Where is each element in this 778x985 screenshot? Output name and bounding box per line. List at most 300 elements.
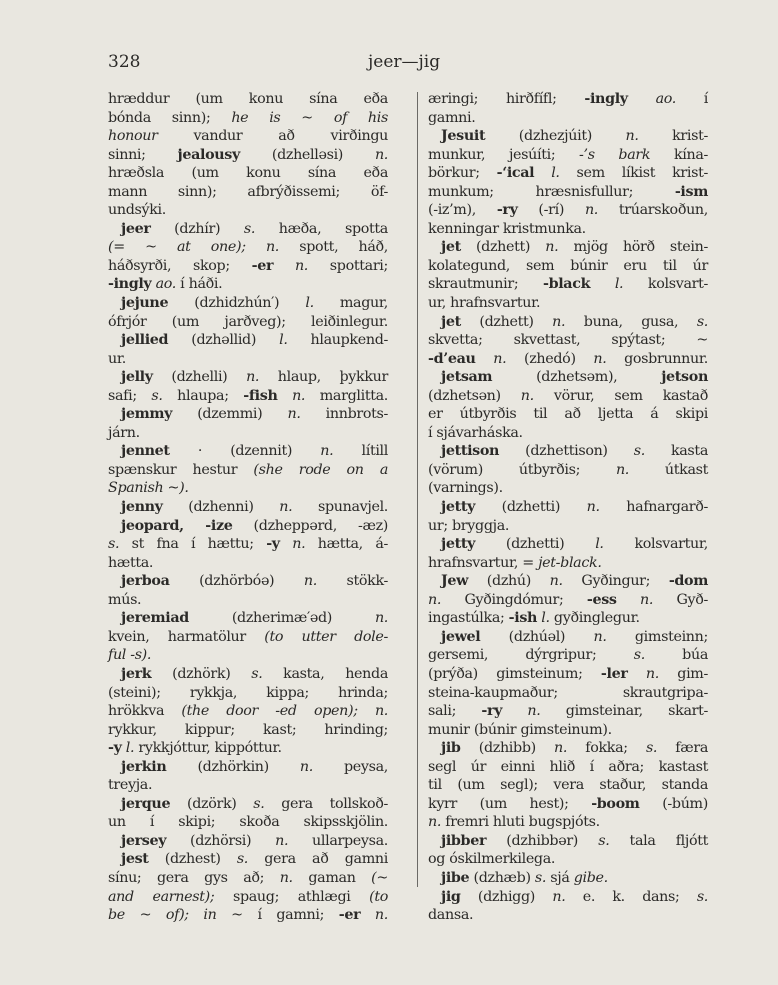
text-line	[108, 313, 388, 332]
definition-text: hætta.	[108, 554, 154, 571]
definition-text	[534, 165, 551, 181]
text-line	[428, 758, 708, 777]
text-line	[108, 906, 388, 925]
text-line	[108, 183, 388, 202]
headword: -fish	[243, 387, 278, 404]
definition-text: treyja.	[108, 777, 153, 794]
text-line	[108, 609, 388, 628]
text-line	[428, 90, 708, 109]
definition-text: sjá	[546, 869, 574, 886]
definition-text: (dzhæb)	[469, 869, 535, 886]
italic-text: n.	[545, 239, 559, 256]
definition-text: gimsteinar, skart-	[540, 703, 708, 720]
definition-text: undsýki.	[108, 202, 166, 219]
definition-text: (dzheppərd, -æz)	[232, 517, 388, 534]
headword: -y	[266, 536, 280, 553]
text-line	[428, 517, 708, 536]
definition-text: útkast	[629, 461, 708, 478]
text-line	[108, 387, 388, 406]
definition-text: (dzhetsən)	[428, 387, 521, 404]
column-divider	[417, 92, 418, 887]
text-line	[428, 906, 708, 925]
headword: jettison	[441, 443, 500, 460]
text-line	[108, 109, 388, 128]
headword: jealousy	[177, 146, 240, 163]
definition-text: stökk-	[316, 573, 388, 590]
definition-text: börkur;	[428, 165, 497, 182]
definition-text: (dzhezjúit)	[485, 128, 626, 145]
text-line	[428, 739, 708, 758]
definition-text: (dzhigg)	[460, 888, 553, 905]
definition-text: (dzhəllid)	[168, 332, 280, 349]
text-line	[428, 183, 708, 202]
text-line	[108, 646, 388, 665]
definition-text: Gyðingur;	[562, 573, 669, 590]
headword: jejune	[121, 295, 169, 312]
definition-text	[278, 388, 293, 404]
text-line	[108, 572, 388, 591]
italic-text: ful -s).	[108, 647, 152, 664]
italic-text: n.	[593, 350, 607, 367]
definition-text: gim-	[658, 665, 708, 682]
definition-text: kasta, henda	[262, 665, 388, 682]
definition-text: í	[675, 91, 708, 107]
definition-text: í háði.	[175, 276, 223, 293]
italic-text: s.	[633, 647, 645, 664]
text-line	[108, 331, 388, 350]
text-line	[428, 684, 708, 703]
definition-text: (dzhett)	[460, 313, 553, 330]
definition-text: (steini); rykkja, kippa; hrinda;	[108, 684, 388, 701]
definition-text: hafnargarð-	[599, 499, 708, 516]
definition-text: vandur að virðingu	[157, 128, 388, 145]
definition-text	[617, 592, 640, 608]
definition-text: sali;	[428, 703, 482, 720]
definition-text: munkur, jesúíti;	[428, 146, 580, 163]
definition-text: lítill	[333, 443, 389, 460]
definition-text: skvetta; skvettast, spýtast;	[428, 332, 697, 349]
headword: jeer	[121, 220, 151, 237]
definition-text: gera að gamni	[248, 851, 388, 868]
definition-text: (dzhír)	[150, 220, 244, 237]
text-line	[108, 238, 388, 257]
text-line	[108, 535, 388, 554]
definition-text: hrökkva	[108, 703, 182, 720]
text-line	[108, 368, 388, 387]
definition-text: (dzhú)	[468, 573, 550, 590]
headword: Jesuit	[441, 128, 486, 145]
headword: jeremiad	[121, 610, 189, 627]
definition-text: hrafnsvartur, =	[428, 554, 539, 571]
italic-text: n.	[554, 740, 568, 757]
headword: -ry	[496, 202, 518, 219]
definition-text: spottari;	[308, 257, 388, 274]
definition-text: spott, háð,	[279, 239, 388, 256]
italic-text: s.	[253, 795, 265, 812]
italic-text: n.	[287, 406, 301, 423]
page-header	[108, 52, 448, 76]
headword: jet	[441, 313, 461, 330]
text-line	[108, 869, 388, 888]
italic-text: s.	[108, 536, 120, 553]
headword: jibber	[441, 832, 487, 849]
definition-text: (dzhörsi)	[166, 832, 276, 849]
definition-text: hæða, spotta	[255, 220, 388, 237]
headword: jerkin	[121, 758, 167, 775]
italic-text: n.	[294, 257, 308, 274]
italic-text: s.	[696, 313, 708, 330]
definition-text: (zhedó)	[506, 350, 594, 367]
text-line	[428, 591, 708, 610]
definition-text: (dzhetsəm),	[492, 369, 662, 386]
text-line	[108, 776, 388, 795]
definition-text: æringi; hirðfífl;	[428, 91, 585, 107]
definition-text: kína-	[650, 146, 709, 163]
italic-text: l.	[125, 740, 135, 757]
definition-text: mann sinn); afbrýðissemi; öf-	[108, 183, 388, 200]
headword: jig	[441, 888, 461, 905]
definition-text: ullarpeysa.	[288, 832, 388, 849]
definition-text: (dzhibb)	[460, 740, 555, 757]
definition-text: (dzhörk)	[151, 665, 252, 682]
text-line	[428, 665, 708, 684]
text-line	[108, 702, 388, 721]
definition-text	[628, 91, 656, 107]
italic-text: and earnest);	[108, 888, 215, 905]
italic-text: n.	[374, 610, 388, 627]
definition-text: kyrr (um hest);	[428, 795, 592, 812]
text-line	[108, 479, 388, 498]
definition-text: í gamni;	[242, 907, 339, 924]
text-line	[428, 888, 708, 907]
italic-text: n.	[292, 536, 306, 553]
headword: -er	[251, 257, 274, 274]
definition-text: spaug; athlægi	[214, 888, 370, 905]
text-line	[108, 888, 388, 907]
italic-text: n.	[303, 573, 317, 590]
text-line	[108, 220, 388, 239]
headword: jewel	[441, 628, 481, 645]
definition-text: (dzhett)	[460, 239, 546, 256]
italic-text: (to utter dole-	[264, 628, 388, 645]
definition-text: sinni;	[108, 146, 178, 163]
text-line	[428, 257, 708, 276]
definition-text: járn.	[108, 424, 140, 441]
text-line	[428, 572, 708, 591]
text-line	[428, 461, 708, 480]
text-line	[108, 517, 388, 536]
definition-text: gyðinglegur.	[549, 610, 640, 627]
definition-text: (dzhidzhún′)	[168, 295, 306, 312]
text-line	[428, 164, 708, 183]
definition-text: (dzherimæ′əd)	[188, 610, 375, 627]
definition-text: er útbyrðis til að ljetta á skipi	[428, 406, 708, 423]
italic-text: n.	[292, 387, 306, 404]
headword: -er	[338, 907, 361, 924]
italic-text: n.	[374, 907, 388, 924]
definition-text: fokka;	[567, 740, 646, 757]
text-line	[428, 313, 708, 332]
headword: -ingly	[108, 276, 152, 293]
text-line	[108, 721, 388, 740]
definition-text: hætta, á-	[305, 536, 388, 553]
headword: jerboa	[121, 573, 170, 590]
definition-text: e. k. dans;	[565, 888, 697, 905]
text-line	[108, 146, 388, 165]
headword: -d’eau	[428, 350, 476, 367]
headword: jellied	[121, 332, 169, 349]
headword: jetsam	[441, 369, 493, 386]
text-line	[428, 424, 708, 443]
italic-text: l.	[614, 276, 624, 293]
headword: -y	[108, 740, 122, 757]
italic-text: s.	[236, 851, 248, 868]
definition-text: Gyðingdómur;	[441, 591, 587, 608]
definition-text: sínu; gera gys að;	[108, 869, 280, 886]
definition-text: í sjávarháska.	[428, 424, 523, 441]
text-line	[108, 813, 388, 832]
headword: jennet	[121, 443, 170, 460]
italic-text: l.	[279, 332, 288, 349]
italic-text: (~	[371, 869, 388, 886]
definition-text: (dzhettison)	[499, 443, 634, 460]
italic-text: ao.	[155, 276, 176, 293]
definition-text: (varnings).	[428, 480, 503, 497]
definition-text: fremri hluti bugspjóts.	[441, 814, 600, 831]
text-line	[428, 832, 708, 851]
text-line	[428, 479, 708, 498]
italic-text: (to	[369, 888, 389, 905]
text-line	[108, 554, 388, 573]
italic-text: n.	[520, 387, 534, 404]
italic-text: jet-black.	[538, 554, 602, 571]
definition-text: ingastúlka;	[428, 610, 509, 627]
definition-text: búa	[644, 647, 708, 664]
definition-text: magur,	[313, 295, 388, 312]
definition-text: (dzörk)	[170, 795, 254, 812]
definition-text: hlaupkend-	[287, 332, 388, 349]
definition-text: (dzhetti)	[475, 536, 596, 553]
italic-text: he is ~ of his	[231, 109, 389, 126]
definition-text: · (dzennit)	[169, 443, 321, 460]
text-line	[108, 257, 388, 276]
definition-text: kolategund, sem búnir eru til úr	[428, 257, 708, 274]
definition-text: (dzhelləsi)	[239, 146, 375, 163]
definition-text: háðsyrði, skop;	[108, 257, 252, 274]
text-line	[428, 127, 708, 146]
definition-text: (dzhenni)	[162, 499, 280, 516]
italic-text: honour	[108, 128, 158, 145]
right-column	[428, 90, 708, 925]
definition-text: vörur, sem kastað	[533, 387, 708, 404]
text-line	[108, 275, 388, 294]
headword: -ry	[481, 703, 503, 720]
definition-text: bónda sinn);	[108, 109, 232, 126]
text-line	[428, 387, 708, 406]
italic-text: s.	[251, 665, 263, 682]
definition-text: (dzhörbóə)	[169, 573, 304, 590]
italic-text: n.	[320, 443, 334, 460]
text-line	[428, 795, 708, 814]
definition-text: innbrots-	[300, 406, 388, 423]
definition-text: kolsvart-	[623, 276, 708, 293]
text-line	[108, 739, 388, 758]
definition-text: (dzemmi)	[172, 406, 288, 423]
headword: jetty	[441, 499, 476, 516]
italic-text: n.	[428, 591, 442, 608]
italic-text: s.	[151, 387, 163, 404]
definition-text: (vörum) útbyrðis;	[428, 461, 616, 478]
text-line	[108, 795, 388, 814]
definition-text: buna, gusa,	[565, 313, 697, 330]
headword: Jew	[441, 573, 469, 590]
definition-text	[628, 666, 646, 682]
italic-text: s.	[633, 443, 645, 460]
headword: jib	[441, 740, 461, 757]
definition-text: trúarskoðun,	[598, 202, 708, 219]
definition-text: Gyð-	[653, 591, 709, 608]
headword: jet	[441, 239, 461, 256]
page-number: 328	[108, 52, 141, 72]
italic-text: n.	[299, 758, 313, 775]
headword: jelly	[121, 369, 153, 386]
text-line	[108, 628, 388, 647]
text-line	[428, 146, 708, 165]
italic-text: n.	[552, 888, 566, 905]
text-line	[428, 350, 708, 369]
definition-text: kolsvartur,	[603, 536, 708, 553]
definition-text: spunavjel.	[292, 499, 388, 516]
text-line	[108, 832, 388, 851]
definition-text: (dzhúəl)	[480, 628, 594, 645]
text-line	[428, 238, 708, 257]
definition-text: marglitta.	[305, 387, 388, 404]
text-line	[108, 850, 388, 869]
italic-text: (the door -ed open); n.	[181, 703, 388, 720]
text-line	[108, 127, 388, 146]
definition-text: (dzhelli)	[152, 369, 247, 386]
italic-text: l.	[595, 536, 604, 553]
text-line	[428, 850, 708, 869]
italic-text: (she rode on a	[253, 461, 388, 478]
text-line	[428, 109, 708, 128]
italic-text: s.	[696, 888, 708, 905]
definition-text: mjög hörð stein-	[558, 239, 708, 256]
italic-text: n.	[625, 128, 639, 145]
definition-text: kenningar kristmunka.	[428, 220, 586, 237]
italic-text: be ~ of); in ~	[108, 907, 243, 924]
definition-text	[502, 703, 527, 719]
definition-text: safi;	[108, 387, 152, 404]
definition-text: tala fljótt	[609, 832, 708, 849]
italic-text: n.	[527, 703, 541, 720]
definition-text	[280, 536, 292, 552]
definition-text: gersemi, dýrgripur;	[428, 647, 634, 664]
definition-text: (dzhörkin)	[166, 758, 300, 775]
italic-text: n.	[279, 499, 293, 516]
definition-text: (-iz’m),	[428, 202, 497, 219]
italic-text: n.	[586, 499, 600, 516]
text-line	[428, 294, 708, 313]
definition-text	[476, 351, 494, 367]
text-line	[108, 90, 388, 109]
definition-text: skrautmunir;	[428, 276, 543, 293]
italic-text: n.	[549, 573, 563, 590]
italic-text: n.	[275, 832, 289, 849]
italic-text: n.	[615, 461, 629, 478]
definition-text: gimsteinn;	[606, 628, 708, 645]
text-line	[428, 554, 708, 573]
italic-text: n.	[552, 313, 566, 330]
italic-text: s.	[534, 869, 547, 886]
definition-text: segl úr einni hlið í aðra; kastast	[428, 758, 708, 775]
text-line	[108, 591, 388, 610]
headword: jest	[121, 851, 149, 868]
definition-text: munkum; hræsnisfullur;	[428, 183, 675, 200]
definition-text: gamni.	[428, 109, 476, 126]
headword: jerque	[121, 795, 171, 812]
definition-text: gosbrunnur.	[606, 350, 708, 367]
definition-text	[273, 258, 295, 274]
italic-text: Spanish ~).	[108, 480, 189, 497]
definition-text: un í skipi; skoða skipsskjölin.	[108, 814, 388, 831]
definition-text: hlaupa;	[162, 387, 244, 404]
definition-text: munir (búnir gimsteinum).	[428, 721, 612, 738]
running-head: jeer—jig	[368, 52, 441, 72]
italic-text: -’s bark	[579, 146, 651, 163]
italic-text: n.	[246, 369, 260, 386]
text-line	[108, 201, 388, 220]
definition-text: (dzhibbər)	[486, 832, 599, 849]
text-line	[428, 331, 708, 350]
headword: jemmy	[121, 406, 173, 423]
text-line	[108, 294, 388, 313]
definition-text: ur, hrafnsvartur.	[428, 295, 541, 312]
headword: jetty	[441, 536, 476, 553]
definition-text: til (um segl); vera staður, standa	[428, 777, 708, 794]
headword: -ism	[674, 183, 708, 200]
headword: -black	[543, 276, 591, 293]
definition-text: ur; bryggja.	[428, 517, 510, 534]
definition-text: rykkur, kippur; kast; hrinding;	[108, 721, 388, 738]
headword: -ler	[600, 665, 628, 682]
definition-text	[590, 276, 615, 292]
italic-text: n.	[645, 665, 659, 682]
text-line	[428, 405, 708, 424]
definition-text: ófrjór (um jarðveg); leiðinlegur.	[108, 313, 388, 330]
definition-text: hræðsla (um konu sína eða	[108, 165, 388, 182]
definition-text: gera tollskoð-	[264, 795, 389, 812]
definition-text: rykkjóttur, kippóttur.	[134, 740, 282, 757]
definition-text: steina-kaupmaður; skrautgripa-	[428, 684, 708, 701]
text-line	[428, 813, 708, 832]
definition-text: hlaup, þykkur	[259, 369, 389, 386]
italic-text: n.	[640, 591, 654, 608]
italic-text: n.	[493, 350, 507, 367]
italic-text: n.	[374, 146, 388, 163]
text-line	[108, 442, 388, 461]
text-line	[428, 776, 708, 795]
italic-text: (= ~ at one); n.	[108, 239, 279, 256]
definition-text: sem líkist krist-	[559, 165, 708, 182]
italic-text: s.	[598, 832, 610, 849]
text-line	[108, 164, 388, 183]
left-column	[108, 90, 388, 925]
definition-text: hræddur (um konu sína eða	[108, 91, 388, 107]
text-line	[428, 201, 708, 220]
definition-text: kvein, harmatölur	[108, 628, 265, 645]
text-line	[428, 869, 708, 888]
